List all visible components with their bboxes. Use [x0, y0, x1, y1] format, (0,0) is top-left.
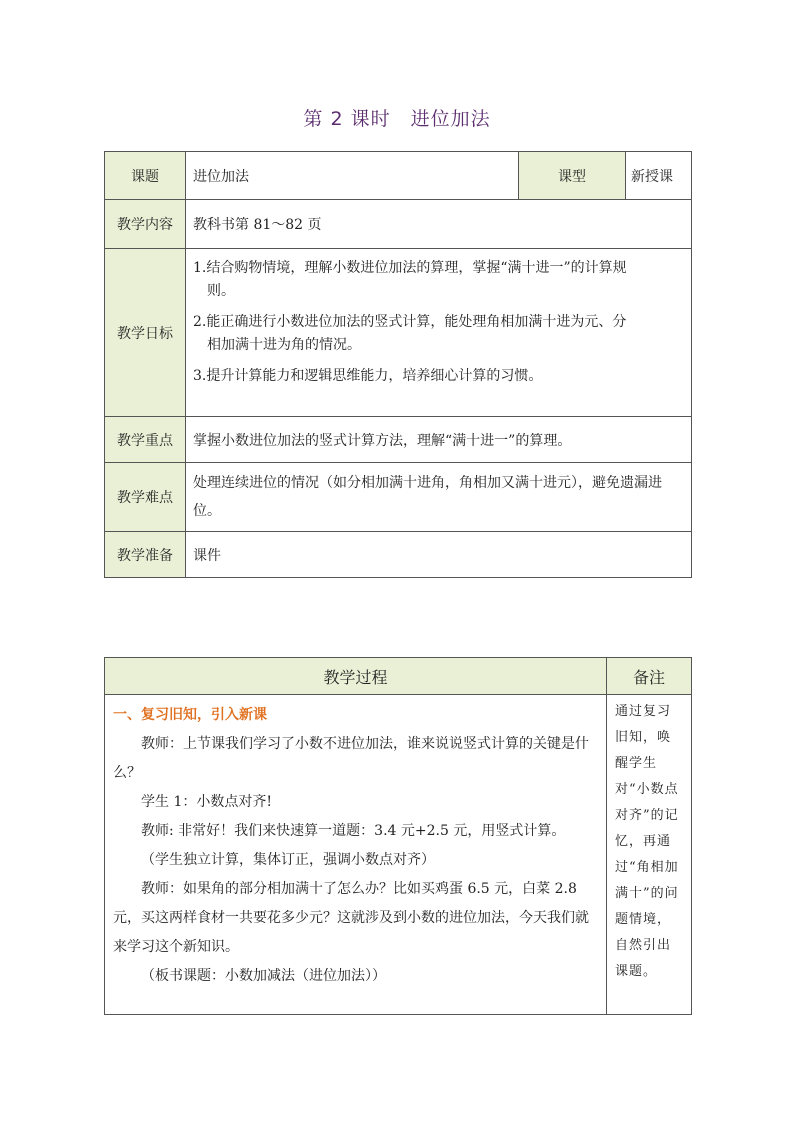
difficulty-value: 处理连续进位的情况（如分相加满十进角，角相加又满十进元），避免遗漏进位。 [186, 463, 692, 532]
lesson-topic: 进位加法 [410, 108, 491, 130]
topic-label: 课题 [105, 152, 186, 200]
key-value: 掌握小数进位加法的竖式计算方法，理解“满十进一”的算理。 [186, 417, 692, 463]
content-label: 教学内容 [105, 200, 186, 249]
process-header: 教学过程 [105, 658, 607, 695]
goals-cell [186, 249, 692, 417]
section-title: 一、复习旧知，引入新课 [113, 707, 267, 723]
process-paragraph: 教师: 非常好！我们来快速算一道题：3.4 元+2.5 元，用竖式计算。 [141, 823, 566, 839]
process-paragraph: 教师：上节课我们学习了小数不进位加法，谁来说说竖式计算的关键是什么？ [113, 736, 589, 781]
process-body [105, 695, 607, 1015]
lesson-title [0, 104, 794, 131]
lesson-info-table [104, 151, 692, 578]
topic-value: 进位加法 [186, 152, 519, 200]
teaching-process-table [104, 657, 692, 1015]
process-note: 通过复习旧知，唤醒学生对“小数点对齐”的记忆，再通过“角相加满十”的问题情境，自然引出课题。 [607, 695, 692, 1015]
prep-label: 教学准备 [105, 532, 186, 578]
goals-label: 教学日标 [105, 249, 186, 417]
goal-item: 2.能正确进行小数进位加法的竖式计算，能处理角相加满十进为元、分 相加满十进为角的情况。 [193, 314, 627, 353]
key-label: 教学重点 [105, 417, 186, 463]
goal-item: 1.结合购物情境，理解小数进位加法的算理，掌握“满十进一”的计算规 则。 [193, 260, 627, 299]
process-paragraph: （板书课题：小数加减法（进位加法）） [141, 968, 386, 984]
lesson-number: 第 2 课时 [303, 108, 391, 130]
type-label: 课型 [519, 152, 626, 200]
process-paragraph: 教师：如果角的部分相加满十了怎么办？比如买鸡蛋 6.5 元，白菜 2.8 元，买这两样食材一共要花多少元？这就涉及到小数的进位加法，今天我们就来学习这个新知识。 [113, 881, 589, 955]
process-paragraph: 学生 1：小数点对齐! [141, 794, 272, 810]
goal-item: 3.提升计算能力和逻辑思维能力，培养细心计算的习惯。 [193, 368, 543, 384]
difficulty-label: 教学难点 [105, 463, 186, 532]
notes-header: 备注 [607, 658, 692, 695]
content-value: 教科书第 81～82 页 [186, 200, 692, 249]
process-paragraph: （学生独立计算，集体订正，强调小数点对齐） [141, 852, 435, 868]
prep-value: 课件 [186, 532, 692, 578]
type-value: 新授课 [626, 152, 692, 200]
